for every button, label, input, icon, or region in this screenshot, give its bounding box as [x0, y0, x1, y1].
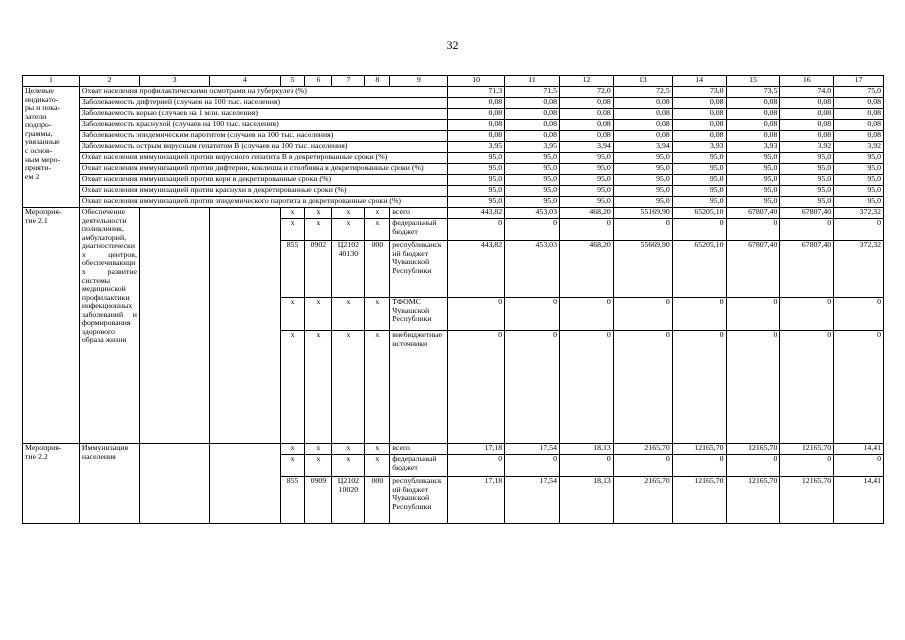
- indicator-value: 72,0: [559, 87, 613, 98]
- header-row: [23, 76, 884, 87]
- indicator-value: 73,0: [672, 87, 726, 98]
- budget-code: x: [305, 331, 332, 444]
- budget-code: x: [305, 208, 332, 219]
- indicator-value: 0,08: [834, 98, 884, 109]
- indicator-value: 95,0: [505, 197, 560, 208]
- indicator-value: 0,08: [505, 131, 560, 142]
- indicator-value: 95,0: [613, 186, 672, 197]
- funding-value: 0: [448, 219, 505, 241]
- funding-value: 0: [613, 455, 672, 477]
- column-header: 15: [726, 76, 780, 87]
- indicator-value: 95,0: [505, 164, 560, 175]
- column-header: 5: [280, 76, 305, 87]
- indicator-value: 95,0: [834, 175, 884, 186]
- indicator-value: 95,0: [834, 197, 884, 208]
- indicator-value: 95,0: [780, 186, 834, 197]
- indicator-value: 0,08: [780, 98, 834, 109]
- funding-source: внебюджетные источники: [390, 331, 448, 444]
- indicator-name: Заболеваемость краснухой (случаев на 100 тыс. населения): [79, 120, 447, 131]
- indicator-value: 0,08: [505, 98, 560, 109]
- indicator-value: 0,08: [559, 109, 613, 120]
- indicator-value: 95,0: [834, 153, 884, 164]
- funding-value: 0: [834, 331, 884, 444]
- indicator-value: 0,08: [780, 120, 834, 131]
- funding-value: 443,82: [448, 241, 505, 298]
- funding-value: 372,32: [834, 208, 884, 219]
- column-header: 13: [613, 76, 672, 87]
- funding-value: 12165,70: [726, 444, 780, 455]
- funding-value: 67807,40: [726, 208, 780, 219]
- indicator-name: Заболеваемость острым вирусным гепатитом В (случаев на 100 тыс. населения): [79, 142, 447, 153]
- funding-value: 0: [505, 455, 560, 477]
- indicator-value: 71,5: [505, 87, 560, 98]
- funding-value: 0: [559, 331, 613, 444]
- indicator-value: 3,92: [834, 142, 884, 153]
- funding-source: республиканский бюджет Чувашской Республики: [390, 477, 448, 524]
- budget-code: x: [365, 331, 390, 444]
- indicator-row: [23, 197, 884, 208]
- budget-code: x: [305, 298, 332, 331]
- column-header: 16: [780, 76, 834, 87]
- indicator-value: 95,0: [613, 153, 672, 164]
- funding-source: республиканский бюджет Чувашской Республики: [390, 241, 448, 298]
- funding-value: 0: [448, 331, 505, 444]
- indicator-value: 0,08: [448, 109, 505, 120]
- budget-code: x: [280, 455, 305, 477]
- indicator-value: 95,0: [448, 164, 505, 175]
- funding-value: 55669,90: [613, 241, 672, 298]
- indicator-value: 0,08: [834, 109, 884, 120]
- budget-code: x: [305, 219, 332, 241]
- indicator-value: 0,08: [726, 120, 780, 131]
- funding-value: 0: [448, 455, 505, 477]
- funding-value: 18,13: [559, 444, 613, 455]
- budget-code: x: [332, 208, 365, 219]
- indicator-row: [23, 109, 884, 120]
- funding-value: 0: [505, 298, 560, 331]
- indicator-value: 0,08: [726, 98, 780, 109]
- program-table: [22, 75, 884, 524]
- indicator-value: 0,08: [672, 98, 726, 109]
- indicator-value: 0,08: [559, 120, 613, 131]
- indicator-name: Заболеваемость корью (случаев на 1 млн. населения): [79, 109, 447, 120]
- budget-code: x: [280, 219, 305, 241]
- indicator-value: 0,08: [505, 109, 560, 120]
- funding-value: 0: [672, 219, 726, 241]
- indicator-value: 95,0: [448, 197, 505, 208]
- indicator-value: 0,08: [726, 109, 780, 120]
- indicator-value: 0,08: [672, 109, 726, 120]
- budget-code: x: [280, 331, 305, 444]
- funding-value: 12165,70: [726, 477, 780, 524]
- indicator-value: 0,08: [726, 131, 780, 142]
- indicator-value: 95,0: [448, 153, 505, 164]
- budget-code: x: [365, 455, 390, 477]
- indicator-value: 95,0: [780, 197, 834, 208]
- funding-value: 0: [672, 455, 726, 477]
- indicators-label: Целевые индикато- ры и пока- затели подпро- граммы, увязанные с основ- ным меро- прияти- ем 2: [23, 87, 80, 208]
- funding-value: 18,13: [559, 477, 613, 524]
- measure-description: Обеспечение деятельности поликлиник, амбулаторий, диагностических центров, обеспечивающих развитие системы медицинской профилактики инфекционных заболеваний и формирования здорового образа жизни: [79, 208, 139, 444]
- column-header: 7: [332, 76, 365, 87]
- indicator-row: [23, 175, 884, 186]
- funding-value: 453,03: [505, 208, 560, 219]
- indicator-value: 0,08: [672, 131, 726, 142]
- indicator-row: [23, 87, 884, 98]
- indicator-value: 3,95: [448, 142, 505, 153]
- indicator-value: 3,94: [559, 142, 613, 153]
- funding-value: 0: [834, 219, 884, 241]
- budget-code: 000: [365, 241, 390, 298]
- indicator-name: Охват населения иммунизацией против дифтерии, коклюша и столбняка в декретированные сроки (%): [79, 164, 447, 175]
- indicator-value: 3,92: [780, 142, 834, 153]
- indicator-value: 0,08: [613, 98, 672, 109]
- indicator-value: 95,0: [726, 153, 780, 164]
- indicator-value: 3,93: [672, 142, 726, 153]
- column-header: 1: [23, 76, 80, 87]
- funding-value: 65205,10: [672, 208, 726, 219]
- funding-value: 0: [780, 219, 834, 241]
- measure-label: Мероприя- тие 2.2: [23, 444, 80, 524]
- indicator-name: Охват населения иммунизацией против вирусного гепатита В в декретированные сроки (%): [79, 153, 447, 164]
- indicator-value: 95,0: [613, 164, 672, 175]
- indicator-value: 0,08: [613, 131, 672, 142]
- column-header: 8: [365, 76, 390, 87]
- funding-value: 12165,70: [672, 444, 726, 455]
- indicator-value: 72,5: [613, 87, 672, 98]
- indicator-name: Заболеваемость дифтерией (случаев на 100 тыс. населения): [79, 98, 447, 109]
- indicator-value: 95,0: [672, 164, 726, 175]
- indicator-value: 0,08: [505, 120, 560, 131]
- indicator-value: 0,08: [613, 120, 672, 131]
- budget-code: x: [280, 298, 305, 331]
- funding-value: 0: [613, 298, 672, 331]
- indicator-row: [23, 186, 884, 197]
- indicator-value: 0,08: [559, 98, 613, 109]
- indicator-value: 0,08: [448, 131, 505, 142]
- indicator-value: 95,0: [834, 186, 884, 197]
- funding-value: 12165,70: [780, 444, 834, 455]
- column-header: 17: [834, 76, 884, 87]
- indicator-value: 0,08: [780, 109, 834, 120]
- funding-value: 67807,40: [780, 241, 834, 298]
- empty-cell: [210, 208, 280, 444]
- column-header: 12: [559, 76, 613, 87]
- page-number: 32: [446, 38, 459, 52]
- budget-code: x: [280, 444, 305, 455]
- funding-value: 0: [672, 331, 726, 444]
- budget-code: x: [365, 298, 390, 331]
- indicator-value: 95,0: [559, 186, 613, 197]
- indicator-value: 95,0: [780, 175, 834, 186]
- indicator-value: 0,08: [559, 131, 613, 142]
- column-header: 6: [305, 76, 332, 87]
- budget-code: x: [332, 331, 365, 444]
- funding-value: 372,32: [834, 241, 884, 298]
- funding-value: 0: [559, 455, 613, 477]
- indicator-value: 71,3: [448, 87, 505, 98]
- budget-code: 000: [365, 477, 390, 524]
- funding-value: 55169,90: [613, 208, 672, 219]
- funding-source: федеральный бюджет: [390, 219, 448, 241]
- indicator-value: 95,0: [672, 175, 726, 186]
- empty-cell: [139, 444, 209, 524]
- indicator-value: 95,0: [726, 186, 780, 197]
- funding-value: 17,18: [448, 477, 505, 524]
- indicator-value: 95,0: [834, 164, 884, 175]
- budget-code: x: [332, 444, 365, 455]
- indicator-value: 3,95: [505, 142, 560, 153]
- indicator-value: 95,0: [726, 197, 780, 208]
- budget-code: 855: [280, 477, 305, 524]
- indicator-value: 0,08: [613, 109, 672, 120]
- column-header: 11: [505, 76, 560, 87]
- budget-code: x: [332, 298, 365, 331]
- indicator-value: 95,0: [613, 197, 672, 208]
- indicator-name: Заболеваемость эпидемическим паротитом (случаев на 100 тыс. населения): [79, 131, 447, 142]
- column-header: 14: [672, 76, 726, 87]
- budget-code: 0902: [305, 241, 332, 298]
- indicator-value: 0,08: [834, 120, 884, 131]
- funding-value: 65205,10: [672, 241, 726, 298]
- funding-value: 17,54: [505, 477, 560, 524]
- indicator-value: 95,0: [505, 153, 560, 164]
- indicator-value: 0,08: [672, 120, 726, 131]
- funding-value: 468,20: [559, 208, 613, 219]
- budget-code: x: [305, 444, 332, 455]
- indicator-value: 95,0: [613, 175, 672, 186]
- funding-value: 0: [448, 298, 505, 331]
- indicator-value: 3,93: [726, 142, 780, 153]
- column-header: 2: [79, 76, 139, 87]
- funding-value: 0: [505, 331, 560, 444]
- funding-value: 468,20: [559, 241, 613, 298]
- budget-code: x: [280, 208, 305, 219]
- budget-code: x: [365, 208, 390, 219]
- budget-code: Ц2102 40130: [332, 241, 365, 298]
- budget-code: x: [365, 219, 390, 241]
- budget-code: 855: [280, 241, 305, 298]
- measure-row: [23, 208, 884, 219]
- funding-value: 0: [780, 455, 834, 477]
- indicator-value: 0,08: [780, 131, 834, 142]
- indicator-value: 95,0: [726, 164, 780, 175]
- indicator-value: 95,0: [559, 197, 613, 208]
- empty-cell: [139, 208, 209, 444]
- indicator-value: 95,0: [559, 175, 613, 186]
- indicator-value: 95,0: [559, 153, 613, 164]
- funding-source: ТФОМС Чувашской Республики: [390, 298, 448, 331]
- empty-cell: [210, 444, 280, 524]
- indicator-value: 95,0: [672, 197, 726, 208]
- column-header: 10: [448, 76, 505, 87]
- budget-code: x: [332, 455, 365, 477]
- indicator-row: [23, 131, 884, 142]
- funding-value: 0: [726, 298, 780, 331]
- funding-value: 0: [726, 331, 780, 444]
- measure-description: Иммунизация населения: [79, 444, 139, 524]
- indicator-value: 95,0: [780, 164, 834, 175]
- funding-value: 0: [834, 455, 884, 477]
- budget-code: x: [332, 219, 365, 241]
- funding-value: 0: [505, 219, 560, 241]
- funding-value: 14,41: [834, 477, 884, 524]
- funding-value: 67807,40: [726, 241, 780, 298]
- funding-source: всего: [390, 208, 448, 219]
- funding-value: 0: [834, 298, 884, 331]
- indicator-name: Охват населения иммунизацией против эпидемического паротита в декретированные сроки (%): [79, 197, 447, 208]
- funding-value: 453,03: [505, 241, 560, 298]
- funding-source: всего: [390, 444, 448, 455]
- funding-value: 443,82: [448, 208, 505, 219]
- indicator-row: [23, 98, 884, 109]
- budget-code: Ц2102 10020: [332, 477, 365, 524]
- funding-value: 0: [672, 298, 726, 331]
- measure-label: Мероприя- тие 2.1: [23, 208, 80, 444]
- indicator-value: 73,5: [726, 87, 780, 98]
- funding-value: 2165,70: [613, 444, 672, 455]
- indicator-value: 95,0: [448, 186, 505, 197]
- funding-value: 0: [559, 219, 613, 241]
- indicator-value: 74,0: [780, 87, 834, 98]
- funding-value: 0: [726, 455, 780, 477]
- funding-value: 12165,70: [672, 477, 726, 524]
- indicator-value: 0,08: [448, 120, 505, 131]
- column-header: 9: [390, 76, 448, 87]
- indicator-value: 95,0: [448, 175, 505, 186]
- budget-code: 0909: [305, 477, 332, 524]
- funding-value: 0: [780, 298, 834, 331]
- indicator-value: 95,0: [505, 186, 560, 197]
- funding-value: 0: [559, 298, 613, 331]
- funding-value: 0: [613, 219, 672, 241]
- funding-value: 17,18: [448, 444, 505, 455]
- indicator-row: [23, 120, 884, 131]
- indicator-value: 95,0: [672, 186, 726, 197]
- column-header: 3: [139, 76, 209, 87]
- funding-value: 2165,70: [613, 477, 672, 524]
- indicator-value: 75,0: [834, 87, 884, 98]
- indicator-row: [23, 142, 884, 153]
- indicator-value: 95,0: [726, 175, 780, 186]
- indicator-value: 0,08: [834, 131, 884, 142]
- indicator-name: Охват населения профилактическими осмотрами на туберкулез (%): [79, 87, 447, 98]
- funding-value: 17,54: [505, 444, 560, 455]
- funding-value: 0: [780, 331, 834, 444]
- budget-code: x: [305, 455, 332, 477]
- measure-row: [23, 444, 884, 455]
- indicator-value: 3,94: [613, 142, 672, 153]
- funding-value: 0: [726, 219, 780, 241]
- funding-value: 14,41: [834, 444, 884, 455]
- indicator-name: Охват населения иммунизацией против кори в декретированные сроки (%): [79, 175, 447, 186]
- funding-value: 12165,70: [780, 477, 834, 524]
- funding-value: 0: [613, 331, 672, 444]
- column-header: 4: [210, 76, 280, 87]
- funding-value: 67807,40: [780, 208, 834, 219]
- funding-source: федеральный бюджет: [390, 455, 448, 477]
- indicator-row: [23, 153, 884, 164]
- indicator-name: Охват населения иммунизацией против краснухи в декретированные сроки (%): [79, 186, 447, 197]
- indicator-value: 95,0: [780, 153, 834, 164]
- indicator-value: 95,0: [505, 175, 560, 186]
- indicator-row: [23, 164, 884, 175]
- indicator-value: 95,0: [559, 164, 613, 175]
- indicator-value: 95,0: [672, 153, 726, 164]
- indicator-value: 0,08: [448, 98, 505, 109]
- budget-code: x: [365, 444, 390, 455]
